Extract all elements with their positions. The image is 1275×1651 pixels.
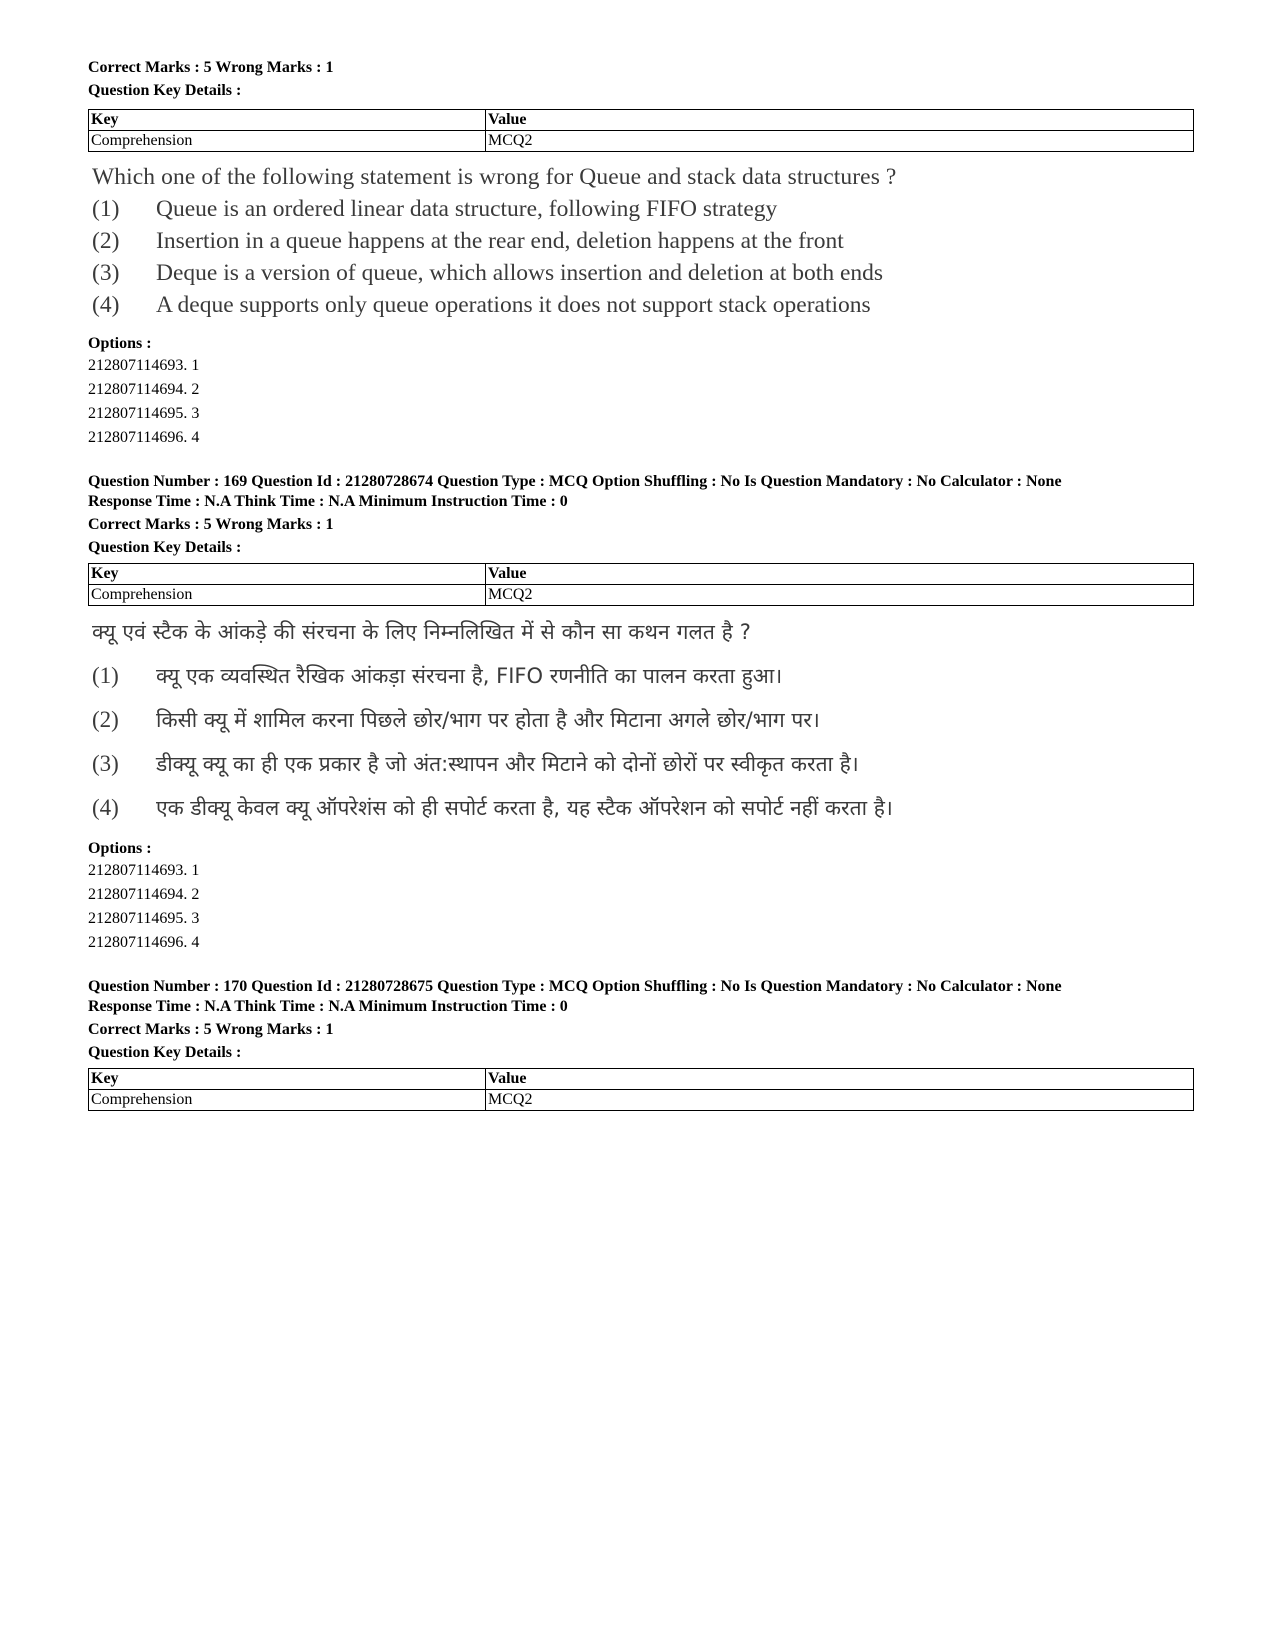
option-text: Deque is a version of queue, which allows insertion and deletion at both ends (156, 260, 884, 286)
table-header-value: Value (486, 564, 1194, 585)
table-header-value: Value (486, 1069, 1194, 1090)
question-header-line1: Question Number : 170 Question Id : 21280728675 Question Type : MCQ Option Shuffling : No Is Question Mandatory : No Calculator : None (88, 978, 1062, 995)
option-number: (1) (92, 663, 119, 688)
option-item: 212807114696. 4 (88, 429, 200, 446)
option-text: किसी क्यू में शामिल करना पिछले छोर/भाग पर होता है और मिटाना अगले छोर/भाग पर। (156, 708, 820, 732)
marks-text: Correct Marks : 5 Wrong Marks : 1 (88, 516, 334, 533)
option-text: डीक्यू क्यू का ही एक प्रकार है जो अंत:स्थापन और मिटाने को दोनों छोरों पर स्वीकृत करता है। (156, 752, 859, 776)
marks-line (88, 58, 1188, 101)
question-option (92, 786, 893, 830)
question-header-line2: Response Time : N.A Think Time : N.A Minimum Instruction Time : 0 (88, 493, 568, 510)
table-cell-value: MCQ2 (486, 1090, 1194, 1111)
table-header-row (89, 1069, 1194, 1090)
option-number: (4) (92, 292, 120, 318)
key-details-label: Question Key Details : (88, 539, 242, 556)
options-label: Options : (88, 335, 152, 352)
table-cell-key: Comprehension (89, 131, 486, 152)
option-number: (3) (92, 260, 120, 286)
question-header (88, 977, 1188, 1063)
key-details-label: Question Key Details : (88, 1044, 242, 1061)
option-item: 212807114696. 4 (88, 934, 200, 951)
table-cell-value: MCQ2 (486, 131, 1194, 152)
table-cell-value: MCQ2 (486, 585, 1194, 606)
question-header-line1: Question Number : 169 Question Id : 21280728674 Question Type : MCQ Option Shuffling : No Is Question Mandatory : No Calculator : None (88, 473, 1062, 490)
marks-text: Correct Marks : 5 Wrong Marks : 1 (88, 59, 334, 76)
option-text: Insertion in a queue happens at the rear end, deletion happens at the front (156, 228, 844, 254)
question-stem: Which one of the following statement is wrong for Queue and stack data structures ? (92, 164, 897, 190)
table-header-row (89, 110, 1194, 131)
options-list (88, 334, 199, 450)
question-stem: क्यू एवं स्टैक के आंकड़े की संरचना के लिए निम्नलिखित में से कौन सा कथन गलत है ? (92, 620, 751, 644)
table-header-value: Value (486, 110, 1194, 131)
options-label: Options : (88, 840, 152, 857)
table-row (89, 1090, 1194, 1111)
options-list (88, 839, 199, 955)
option-number: (4) (92, 795, 119, 820)
option-item: 212807114695. 3 (88, 405, 200, 422)
question-option (92, 193, 896, 225)
question-option (92, 698, 893, 742)
question-image-english (92, 161, 896, 321)
table-cell-key: Comprehension (89, 585, 486, 606)
option-number: (2) (92, 228, 120, 254)
question-option (92, 289, 896, 321)
question-option (92, 654, 893, 698)
option-number: (2) (92, 707, 119, 732)
option-item: 212807114693. 1 (88, 862, 200, 879)
key-value-table (88, 563, 1194, 606)
question-header (88, 472, 1188, 558)
table-header-key: Key (89, 1069, 486, 1090)
marks-text: Correct Marks : 5 Wrong Marks : 1 (88, 1021, 334, 1038)
question-option (92, 742, 893, 786)
table-header-key: Key (89, 110, 486, 131)
option-text: क्यू एक व्यवस्थित रैखिक आंकड़ा संरचना है, FIFO रणनीति का पालन करता हुआ। (156, 664, 783, 688)
option-text: A deque supports only queue operations it does not support stack operations (156, 292, 871, 318)
key-details-label: Question Key Details : (88, 82, 242, 99)
key-value-table (88, 1068, 1194, 1111)
option-number: (1) (92, 196, 120, 222)
table-row (89, 585, 1194, 606)
question-option (92, 257, 896, 289)
option-text: एक डीक्यू केवल क्यू ऑपरेशंस को ही सपोर्ट करता है, यह स्टैक ऑपरेशन को सपोर्ट नहीं करता है। (156, 796, 893, 820)
option-item: 212807114694. 2 (88, 381, 200, 398)
option-item: 212807114695. 3 (88, 910, 200, 927)
question-option (92, 225, 896, 257)
table-header-row (89, 564, 1194, 585)
option-item: 212807114694. 2 (88, 886, 200, 903)
option-item: 212807114693. 1 (88, 357, 200, 374)
table-header-key: Key (89, 564, 486, 585)
option-number: (3) (92, 751, 119, 776)
question-header-line2: Response Time : N.A Think Time : N.A Minimum Instruction Time : 0 (88, 998, 568, 1015)
table-cell-key: Comprehension (89, 1090, 486, 1111)
table-row (89, 131, 1194, 152)
key-value-table (88, 109, 1194, 152)
option-text: Queue is an ordered linear data structure, following FIFO strategy (156, 196, 778, 222)
question-image-hindi (92, 610, 893, 830)
